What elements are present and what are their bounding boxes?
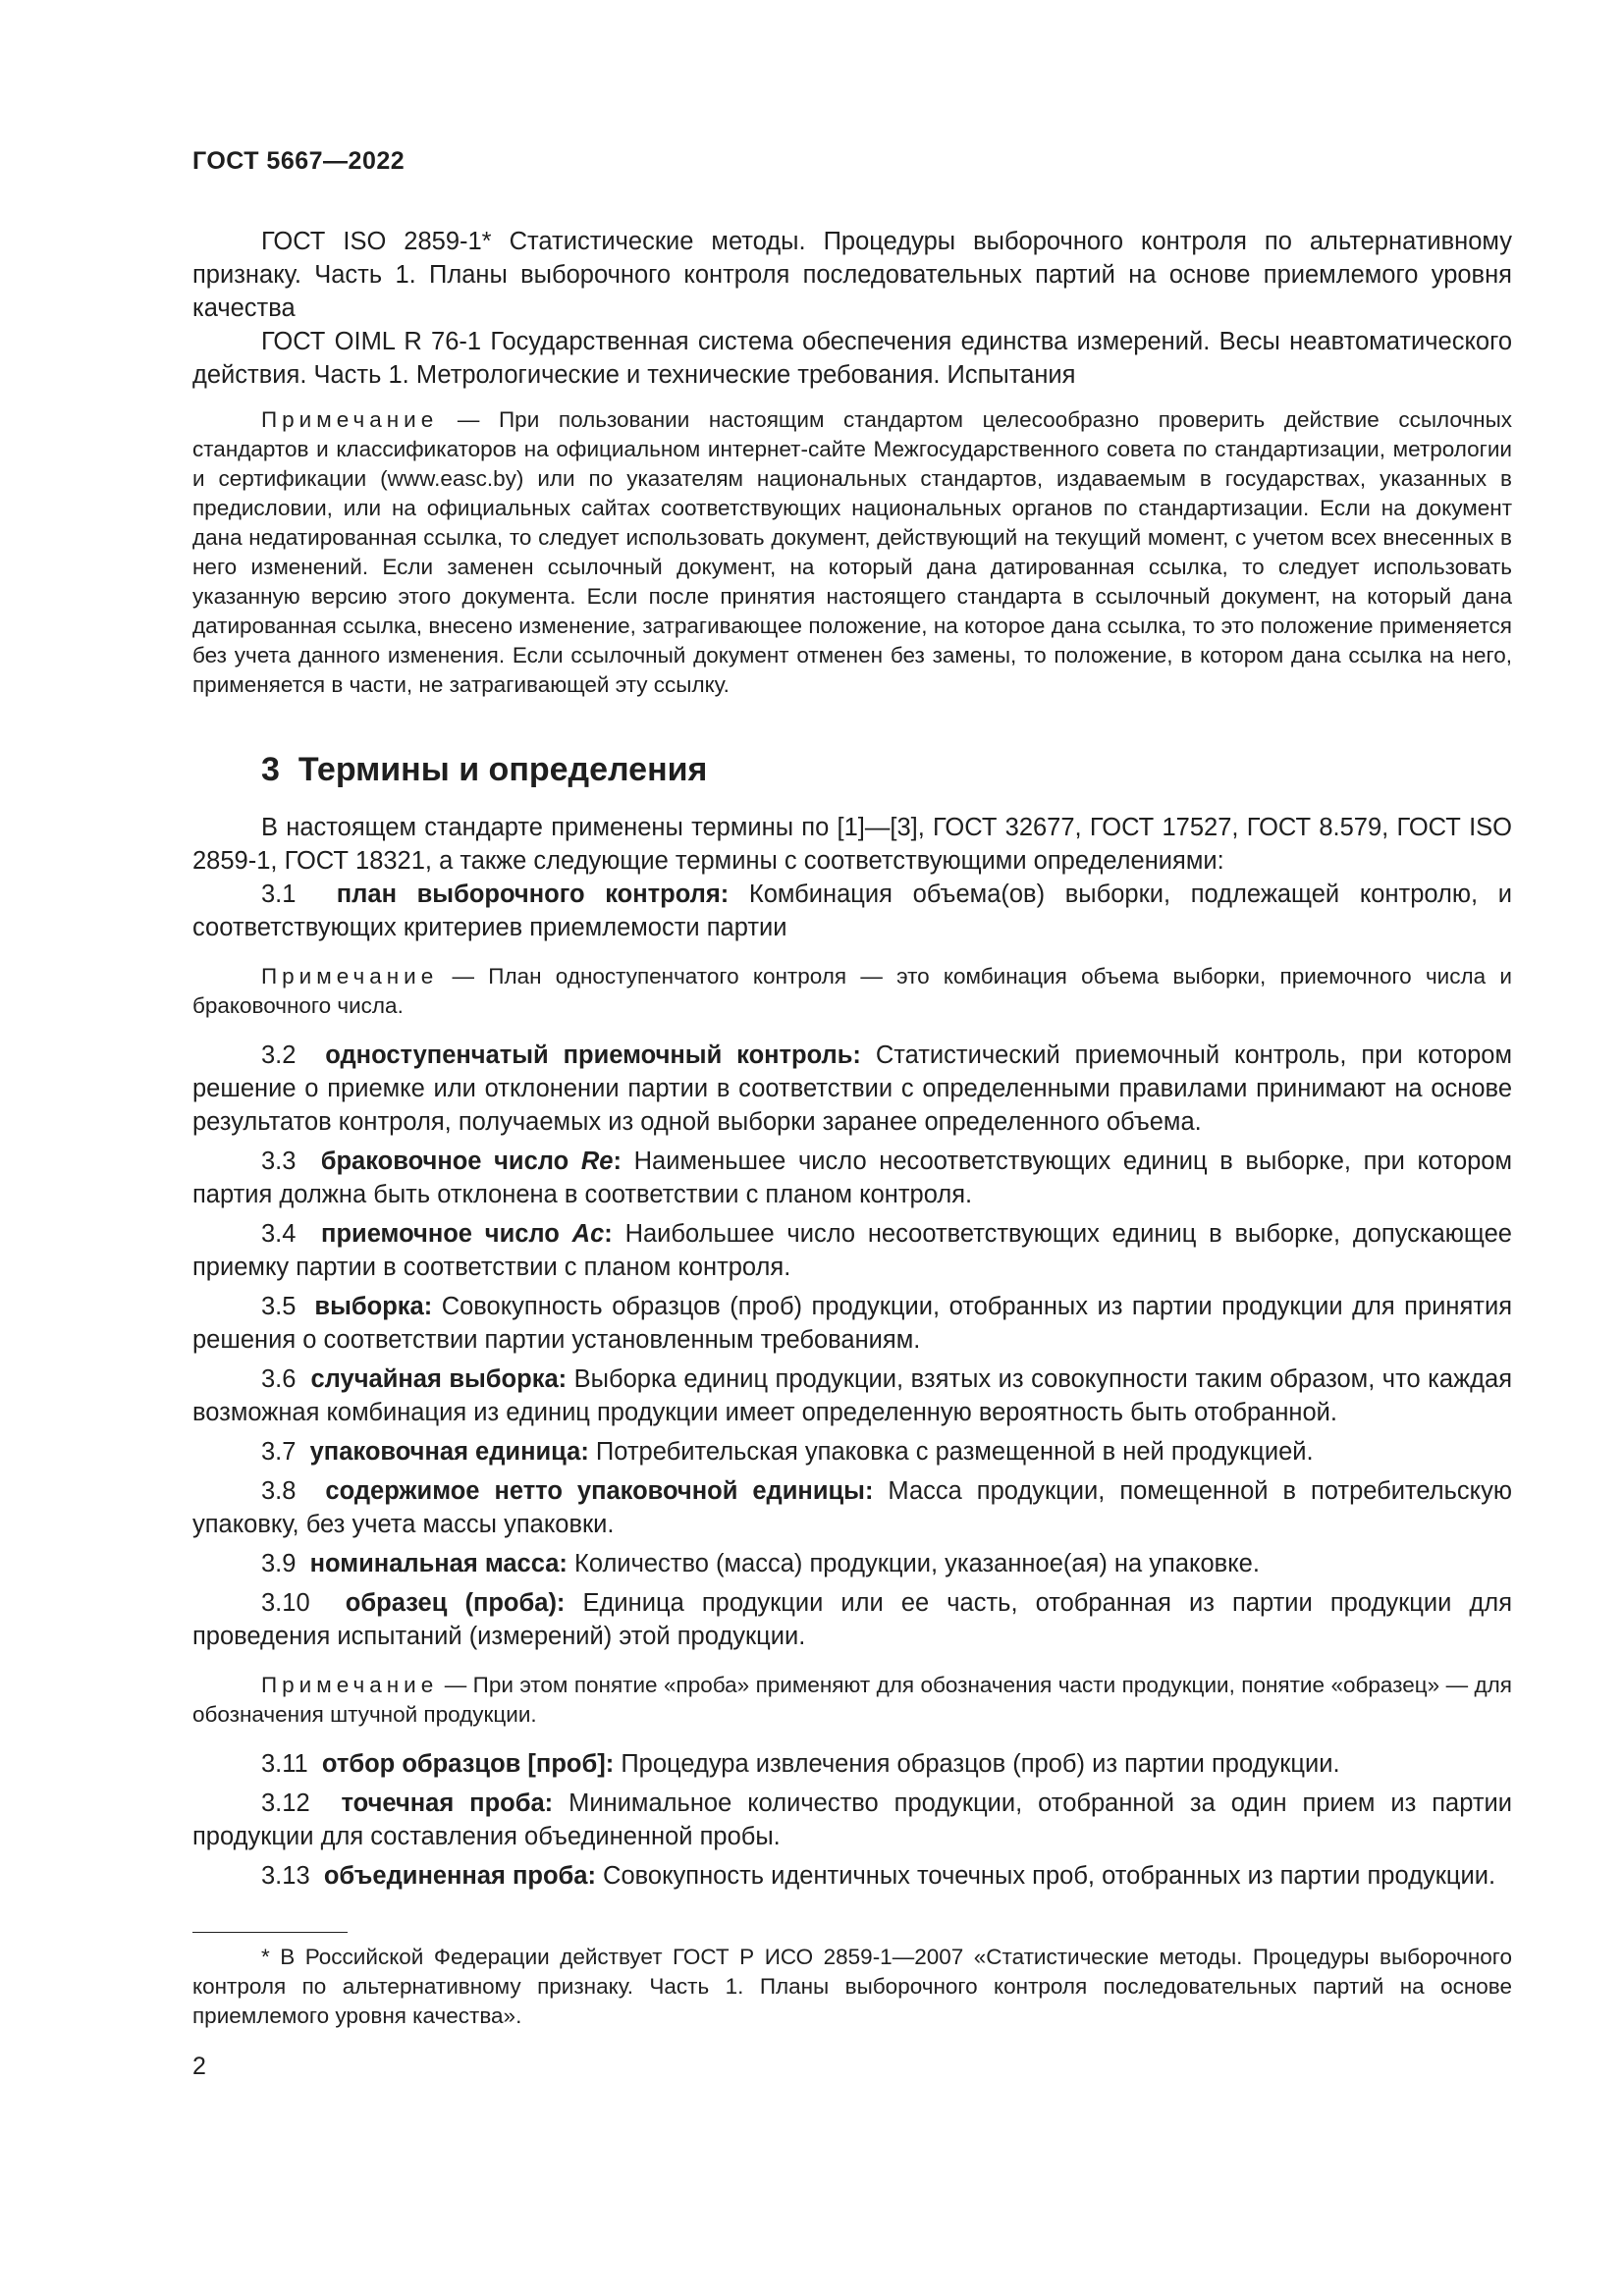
footnote: * В Российской Федерации действует ГОСТ Р ИСО 2859-1—2007 «Статистические методы. Процедуры выборочного контроля по альтернативному признаку. Часть 1. Планы выборочного контроля последовательных партий на основе приемлемого уровня качества». — [192, 1945, 1512, 2028]
term-3-10: 3.10 образец (проба): Единица продукции или ее часть, отобранная из партии продукции для проведения испытаний (измерений) этой продукции. — [192, 1589, 1512, 1650]
term-3-4: 3.4 приемочное число Ac: Наибольшее число несоответствующих единиц в выборке, допускающее приемку партии в соответствии с планом контроля. — [192, 1220, 1512, 1281]
term-3-8: 3.8 содержимое нетто упаковочной единицы: Масса продукции, помещенной в потребительскую упаковку, без учета массы упаковки. — [192, 1477, 1512, 1538]
term-3-3: 3.3 браковочное число Re: Наименьшее число несоответствующих единиц в выборке, при котором партия должна быть отклонена в соответствии с планом контроля. — [192, 1148, 1513, 1208]
reference-gost-oiml-r-76-1: ГОСТ OIML R 76-1 Государственная система обеспечения единства измерений. Весы неавтоматического действия. Часть 1. Метрологические и технические требования. Испытания — [192, 328, 1512, 389]
document-page — [192, 147, 1512, 2081]
page-number: 2 — [192, 2053, 206, 2080]
reference-gost-iso-2859-1: ГОСТ ISO 2859-1* Статистические методы. Процедуры выборочного контроля по альтернативному признаку. Часть 1. Планы выборочного контроля последовательных партий на основе приемлемого уровня качества — [192, 228, 1512, 322]
section-intro: В настоящем стандарте применены термины по [1]—[3], ГОСТ 32677, ГОСТ 17527, ГОСТ 8.579, ГОСТ ISO 2859-1, ГОСТ 18321, а также следующие термины с соответствующими определениями: — [192, 814, 1512, 875]
running-header: ГОСТ 5667—2022 — [192, 147, 406, 175]
note-label: Примечание — [261, 407, 439, 432]
note-references: Примечание — При пользовании настоящим стандартом целесообразно проверить действие ссылочных стандартов и классификаторов на официальном интернет-сайте Межгосударственного совета по стандартизации, метрологии и сертификации (www.easc.by) или по указателям национальных стандартов, издаваемым в государствах, указанных в предисловии, или на официальных сайтах соответствующих национальных органов по стандартизации. Если на документ дана недатированная ссылка, то следует использовать документ, действующий на текущий момент, с учетом всех внесенных в него изменений. Если заменен ссылочный документ, на который дана датированная ссылка, то следует использовать указанную версию этого документа. Если после принятия настоящего стандарта в ссылочный документ, на который дана датированная ссылка, внесено изменение, затрагивающее положение, на которое дана ссылка, то это положение применяется без учета данного изменения. Если ссылочный документ отменен без замены, то положение, в котором дана ссылка на него, применяется в части, не затрагивающей эту ссылку. — [192, 407, 1512, 697]
term-3-13: 3.13 объединенная проба: Совокупность идентичных точечных проб, отобранных из партии продукции. — [261, 1862, 1496, 1890]
term-3-7: 3.7 упаковочная единица: Потребительская упаковка с размещенной в ней продукцией. — [261, 1438, 1314, 1466]
term-3-11: 3.11 отбор образцов [проб]: Процедура извлечения образцов (проб) из партии продукции. — [261, 1750, 1340, 1778]
term-3-2: 3.2 одноступенчатый приемочный контроль: Статистический приемочный контроль, при котором решение о приемке или отклонении партии в соответствии с определенными правилами принимают на основе результатов контроля, получаемых из одной выборки заранее определенного объема. — [192, 1041, 1513, 1136]
note-term-3-10: Примечание — При этом понятие «проба» применяют для обозначения части продукции, понятие «образец» — для обозначения штучной продукции. — [192, 1673, 1512, 1727]
footnote-separator — [192, 1932, 348, 1933]
term-3-6: 3.6 случайная выборка: Выборка единиц продукции, взятых из совокупности таким образом, что каждая возможная комбинация из единиц продукции имеет определенную вероятность быть отобранной. — [192, 1365, 1513, 1426]
note-term-3-1: Примечание — План одноступенчатого контроля — это комбинация объема выборки, приемочного числа и браковочного числа. — [192, 964, 1512, 1018]
term-3-5: 3.5 выборка: Совокупность образцов (проб) продукции, отобранных из партии продукции для принятия решения о соответствии партии установленным требованиям. — [192, 1293, 1513, 1354]
term-3-9: 3.9 номинальная масса: Количество (масса) продукции, указанное(ая) на упаковке. — [261, 1550, 1260, 1577]
term-3-1: 3.1 план выборочного контроля: Комбинация объема(ов) выборки, подлежащей контролю, и соответствующих критериев приемлемости партии — [192, 881, 1513, 941]
term-3-12: 3.12 точечная проба: Минимальное количество продукции, отобранной за один прием из партии продукции для составления объединенной пробы. — [192, 1789, 1513, 1850]
section-heading: 3 Термины и определения — [261, 751, 708, 788]
